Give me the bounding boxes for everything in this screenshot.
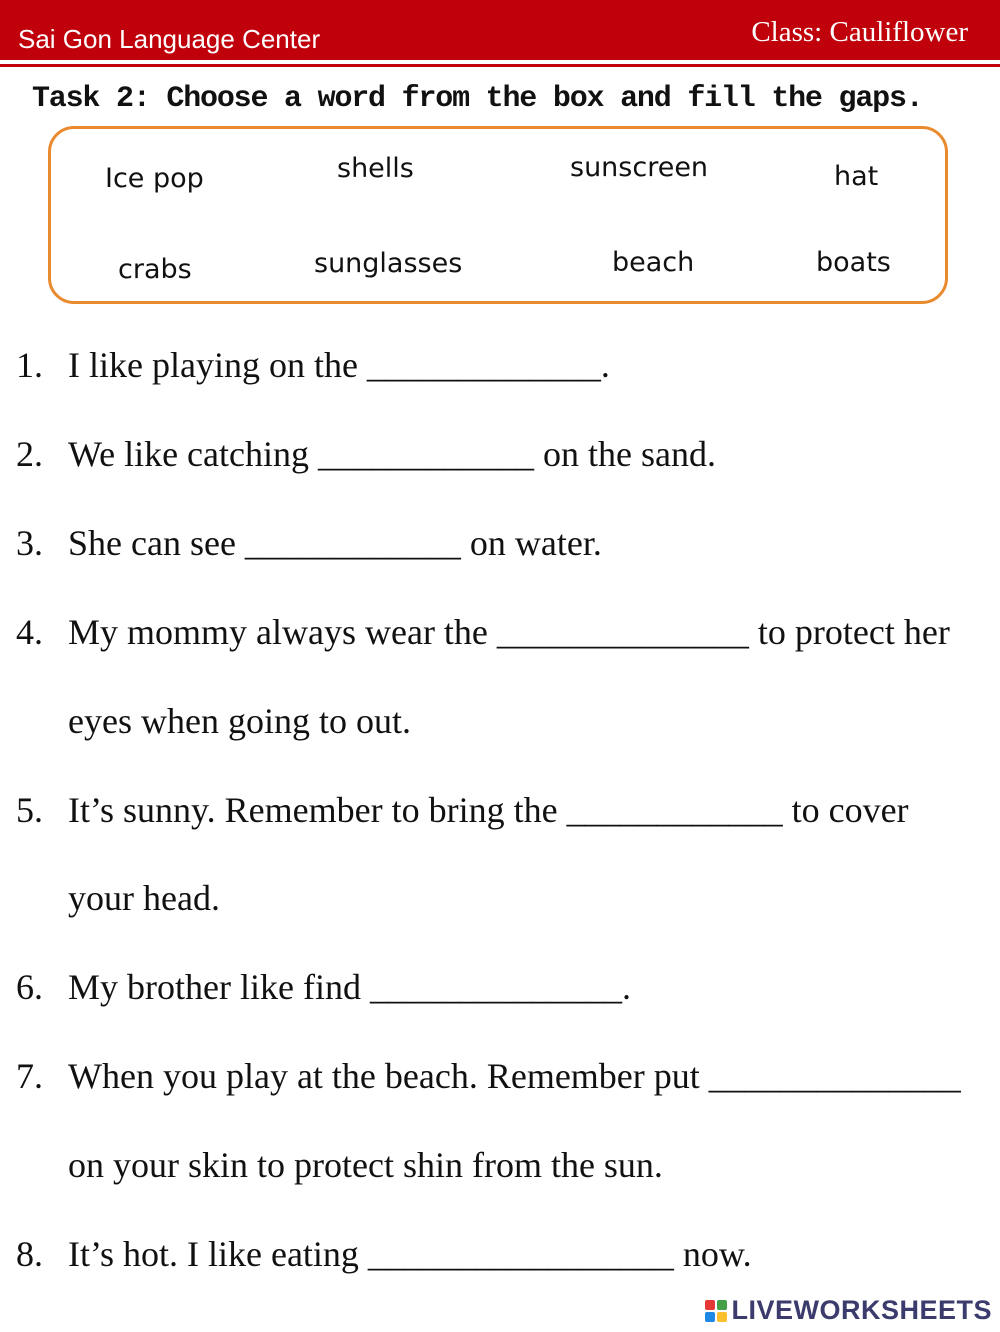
question-text: We like catching ____________ on the sand. <box>68 434 716 474</box>
question-text: It’s hot. I like eating _________________ now. <box>68 1234 752 1274</box>
word-sunglasses: sunglasses <box>314 248 463 279</box>
question-4 <box>16 611 950 653</box>
question-1 <box>16 344 610 386</box>
question-text: My brother like find ______________. <box>68 967 631 1007</box>
center-name: Sai Gon Language Center <box>18 24 321 54</box>
question-3 <box>16 522 602 564</box>
word-boats: boats <box>816 247 891 278</box>
liveworksheets-logo <box>705 1295 992 1326</box>
question-number: 6. <box>16 967 43 1007</box>
word-hat: hat <box>834 161 879 192</box>
word-box <box>48 126 948 304</box>
header-bar <box>0 0 1000 60</box>
question-2 <box>16 433 716 475</box>
question-5 <box>16 789 909 831</box>
question-text: It’s sunny. Remember to bring the ____________ to cover <box>68 790 909 830</box>
question-5-continuation: your head. <box>68 878 220 918</box>
header-divider <box>0 64 1000 67</box>
question-number: 4. <box>16 612 43 652</box>
question-8 <box>16 1233 752 1275</box>
word-beach: beach <box>612 247 695 278</box>
word-shells: shells <box>337 153 414 184</box>
question-text: When you play at the beach. Remember put ______________ <box>68 1056 961 1096</box>
word-crabs: crabs <box>118 254 192 285</box>
question-number: 1. <box>16 345 43 385</box>
question-text: I like playing on the _____________. <box>68 345 610 385</box>
logo-square <box>705 1300 715 1310</box>
question-text: She can see ____________ on water. <box>68 523 602 563</box>
question-number: 3. <box>16 523 43 563</box>
question-7-continuation: on your skin to protect shin from the sun. <box>68 1145 663 1185</box>
task-title: Task 2: Choose a word from the box and fill the gaps. <box>32 82 923 116</box>
logo-square <box>717 1300 727 1310</box>
question-number: 7. <box>16 1056 43 1096</box>
logo-square <box>705 1312 715 1322</box>
question-number: 8. <box>16 1234 43 1274</box>
word-ice-pop: Ice pop <box>105 163 204 194</box>
logo-square <box>717 1312 727 1322</box>
question-number: 5. <box>16 790 43 830</box>
question-number: 2. <box>16 434 43 474</box>
question-6 <box>16 966 631 1008</box>
liveworksheets-logo-text: LIVEWORKSHEETS <box>731 1295 992 1325</box>
question-text: My mommy always wear the ______________ to protect her <box>68 612 950 652</box>
question-7 <box>16 1055 961 1097</box>
question-4-continuation: eyes when going to out. <box>68 701 411 741</box>
liveworksheets-logo-icon <box>705 1300 727 1322</box>
class-label: Class: Cauliflower <box>751 16 968 48</box>
word-sunscreen: sunscreen <box>570 152 709 183</box>
